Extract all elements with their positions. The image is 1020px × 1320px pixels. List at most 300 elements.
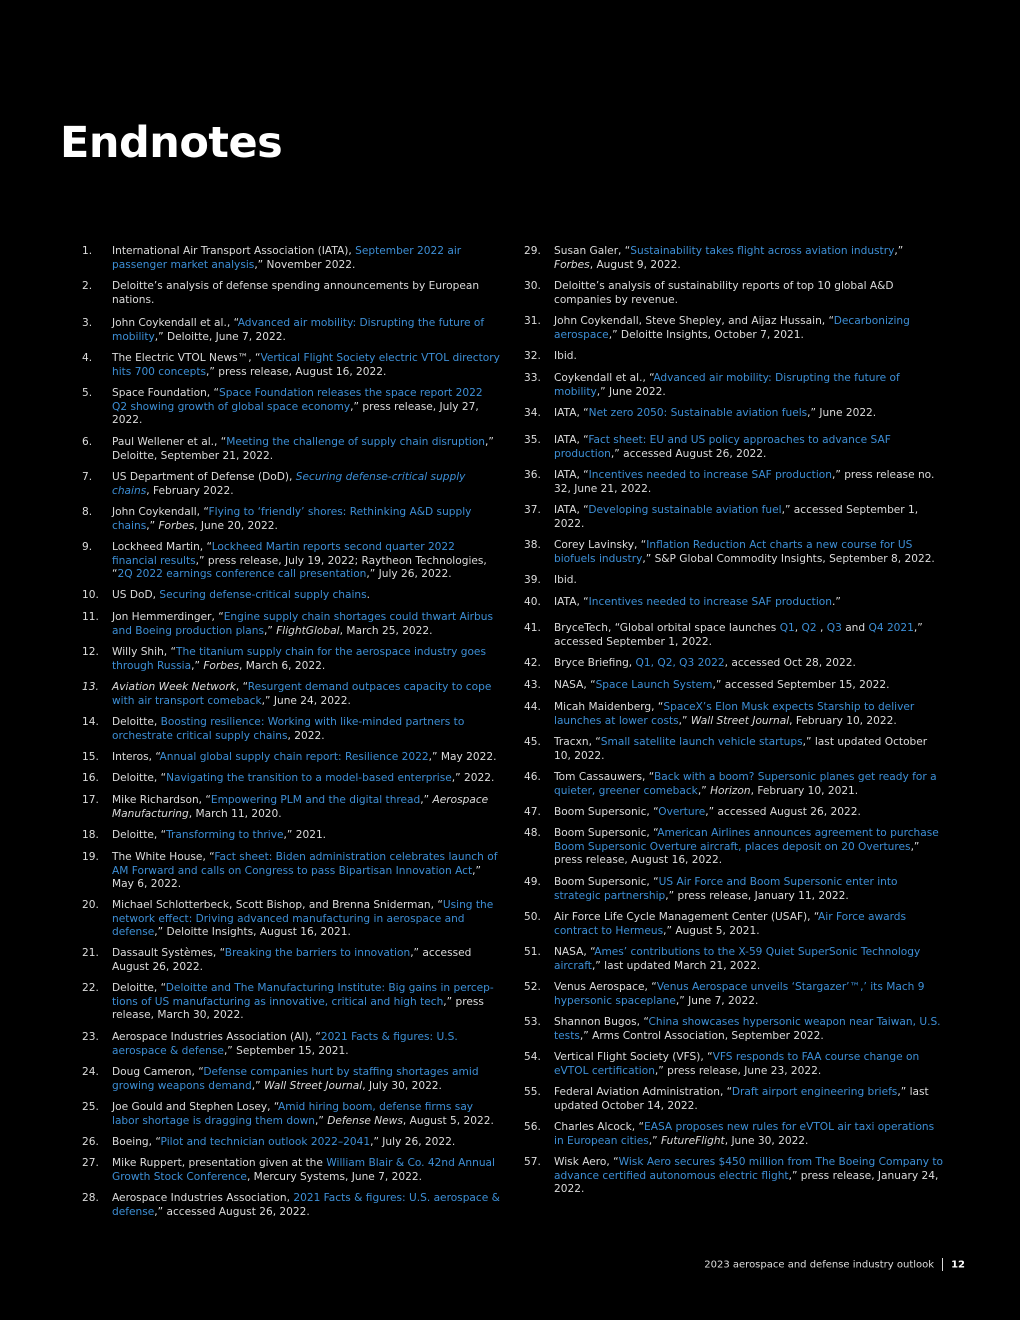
endnote-text [112,772,500,786]
endnote-link[interactable]: Navigating the transition to a model-based enterprise [166,772,452,784]
endnote-text-segment: Jon Hemmerdinger, “ [112,611,224,623]
endnote-text [112,436,500,463]
endnote-link[interactable]: Space Foundation releases the space report 2022 Q2 showing growth of global space economy [112,387,483,413]
endnote-link[interactable]: 2021 Facts & figures: U.S. aerospace & defense [112,1192,500,1218]
endnote-text [554,372,944,399]
endnote-text-segment: ,” accessed August 26, 2022. [154,1205,310,1218]
endnote-text-segment: NASA, “ [554,946,595,958]
endnote-text [554,434,944,461]
endnote-item [524,434,944,461]
endnote-text [112,387,500,428]
endnote-text-segment: ,” S&P Global Commodity Insights, September 8, 2022. [642,552,935,565]
endnote-text-segment: .” [831,596,841,608]
endnote-text-segment: Charles Alcock, “ [554,1121,644,1133]
endnote-link[interactable]: Advanced air mobility: Disrupting the future of mobility [112,317,485,343]
endnote-link[interactable]: Vertical Flight Society electric VTOL directory hits 700 concepts [112,352,500,378]
endnote-text-segment: Lockheed Martin, “ [112,541,212,553]
endnote-link[interactable]: Back with a boom? Supersonic planes get ready for a quieter, greener comeback [554,771,937,797]
endnote-text-segment: ,” last updated March 21, 2022. [591,959,761,972]
endnote-text-segment: ,” press release, June 23, 2022. [654,1064,822,1077]
endnote-text-segment: Aerospace Manufacturing [112,794,489,820]
endnote-number: 6. [82,436,93,448]
endnote-number: 41. [524,622,541,634]
endnote-item [82,681,500,708]
endnote-text [554,280,944,307]
endnote-link[interactable]: Resurgent demand outpaces capacity to cope with air transport comeback [112,681,492,707]
endnote-text-segment: ,” May 2022. [428,751,497,763]
endnote-number: 56. [524,1121,541,1133]
endnote-text-segment: Forbes [554,258,590,271]
endnote-link[interactable]: Using the network effect: Driving advanced manufacturing in aerospace and defense [112,899,494,938]
endnote-item [82,1101,500,1128]
endnote-text-segment: ,” Deloitte, June 7, 2022. [154,330,286,343]
endnote-number: 38. [524,539,541,551]
endnote-link[interactable]: Securing defense-critical supply chains [159,589,367,601]
endnote-text-segment: Aerospace Industries Association (AI), “ [112,1031,321,1043]
endnote-link[interactable]: September 2022 air passenger market analysis [112,245,462,271]
endnote-number: 37. [524,504,541,516]
endnote-item [82,589,500,603]
endnote-text-segment: Aerospace Industries Association, [112,1192,294,1204]
endnote-text-segment: , February 10, 2022. [789,714,897,727]
endnote-link[interactable]: Amid hiring boom, defense firms say labor shortage is dragging them down [112,1101,474,1127]
endnote-link[interactable]: Lockheed Martin reports second quarter 2022 financial results [112,541,455,567]
endnote-text-segment: Mike Ruppert, presentation given at the [112,1157,327,1169]
endnote-link[interactable]: Transforming to thrive [166,829,284,841]
endnote-item [82,1031,500,1058]
endnote-text-segment: ,” [420,794,433,806]
endnote-text-segment: ,” accessed September 15, 2022. [712,679,890,691]
endnote-text-segment: Venus Aerospace, “ [554,981,657,993]
endnote-text-segment: Space Foundation, “ [112,387,220,399]
endnote-text-segment: IATA, “ [554,596,589,608]
endnote-number: 29. [524,245,541,257]
endnote-link[interactable]: Incentives needed to increase SAF production [588,596,832,608]
endnote-text [112,681,500,708]
endnote-link[interactable]: Defense companies hurt by staffing shortages amid growing weapons demand [112,1066,479,1092]
endnote-text [112,352,500,379]
endnote-item [82,387,500,428]
endnote-text [554,946,944,973]
endnote-text-segment: Deloitte, “ [112,982,166,994]
endnote-text-segment: and [841,622,869,634]
endnote-number: 27. [82,1157,99,1169]
endnote-link[interactable]: Small satellite launch vehicle startups [600,736,803,748]
endnote-text-segment: Boom Supersonic, “ [554,827,658,839]
endnote-text [112,589,500,603]
endnote-number: 17. [82,794,99,806]
endnote-text-segment: US Department of Defense (DoD), [112,471,296,483]
endnote-text [554,1086,944,1113]
endnote-item [82,471,500,498]
endnote-number: 22. [82,982,99,994]
endnote-text-segment: Federal Aviation Administration, “ [554,1086,732,1098]
endnote-number: 55. [524,1086,541,1098]
page-number: 12 [951,1259,965,1271]
endnote-item [524,771,944,798]
endnote-link[interactable]: Boosting resilience: Working with like-minded partners to orchestrate critical supply chains [112,716,465,742]
endnote-text-segment: ,” press release, March 30, 2022. [112,995,484,1021]
endnote-text-segment: Boom Supersonic, “ [554,876,659,888]
endnote-text-segment: ,” accessed September 1, 2022. [554,622,923,648]
endnote-item [82,982,500,1023]
endnote-number: 1. [82,245,93,257]
endnote-text-segment: Tom Cassauwers, “ [554,771,654,783]
endnote-text [112,611,500,638]
endnote-item [524,574,944,588]
endnote-text-segment: ,” June 24, 2022. [261,694,351,707]
endnote-link[interactable]: The titanium supply chain for the aerospace industry goes through Russia [112,646,486,672]
endnote-link[interactable]: Draft airport engineering briefs [731,1086,898,1098]
endnote-item [524,679,944,693]
endnote-text [554,622,944,649]
endnote-text-segment: Shannon Bugos, “ [554,1016,649,1028]
endnote-text-segment: ,” press release no. 32, June 21, 2022. [554,469,935,495]
endnote-link[interactable]: Engine supply chain shortages could thwart Airbus and Boeing production plans [112,611,494,637]
endnote-item [82,1066,500,1093]
endnote-number: 49. [524,876,541,888]
endnote-text-segment: Ibid. [554,350,577,362]
endnote-text-segment: ,” last updated October 14, 2022. [554,1086,929,1112]
endnote-text-segment: ,” July 26, 2022. [366,568,452,580]
endnote-text-segment: IATA, “ [554,469,589,481]
endnote-link[interactable]: Wisk Aero secures $450 million from The Boeing Company to advance certified autonomous electric flight [554,1156,943,1182]
endnote-text-segment: Dassault Systèmes, “ [112,947,225,959]
endnote-text-segment: Deloitte’s analysis of defense spending announcements by European nations. [112,280,480,306]
endnote-link[interactable]: Sustainability takes flight across aviation industry [630,245,895,257]
endnote-text [112,1157,500,1184]
endnote-item [524,1086,944,1113]
endnote-number: 54. [524,1051,541,1063]
endnote-text [112,245,500,272]
endnote-number: 42. [524,657,541,669]
endnote-link[interactable]: Breaking the barriers to innovation [224,947,411,959]
endnote-item [524,701,944,728]
endnote-number: 20. [82,899,99,911]
endnote-link[interactable]: VFS responds to FAA course change on eVTOL certification [554,1051,920,1077]
endnote-text [112,829,500,843]
endnote-item [524,350,944,364]
endnote-link[interactable]: 2021 Facts & figures: U.S. aerospace & defense [112,1031,458,1057]
endnote-number: 51. [524,946,541,958]
endnote-item [82,436,500,463]
endnote-text-segment: ,” July 26, 2022. [370,1136,456,1148]
endnote-text [554,350,944,364]
endnote-number: 31. [524,315,541,327]
endnote-text-segment: Vertical Flight Society (VFS), “ [554,1051,713,1063]
footer-report-title: 2023 aerospace and defense industry outlook [704,1259,935,1271]
endnote-text-segment: Coykendall et al., “ [554,372,654,384]
endnote-text-segment: Doug Cameron, “ [112,1066,204,1078]
endnote-link[interactable]: Q2 [801,622,817,634]
endnote-text [112,899,500,940]
endnote-text-segment: Forbes [203,659,240,672]
endnote-text-segment: Susan Galer, “ [554,245,631,257]
endnote-text-segment: Willy Shih, “ [112,646,177,658]
endnote-link[interactable]: Pilot and technician outlook 2022–2041 [160,1136,371,1148]
endnote-number: 48. [524,827,541,839]
endnote-text-segment: , “ [235,681,248,693]
endnote-number: 32. [524,350,541,362]
endnote-item [82,280,500,307]
endnote-text-segment: Ibid. [554,574,577,586]
endnote-number: 53. [524,1016,541,1028]
endnote-link[interactable]: EASA proposes new rules for eVTOL air taxi operations in European cities [554,1121,935,1147]
endnote-text-segment: ,” Deloitte, September 21, 2022. [112,436,494,462]
endnote-number: 7. [82,471,93,483]
endnote-item [524,827,944,868]
endnote-item [524,539,944,566]
endnote-item [524,876,944,903]
endnote-link[interactable]: Annual global supply chain report: Resilience 2022 [159,751,429,763]
endnote-number: 23. [82,1031,99,1043]
endnote-number: 12. [82,646,99,658]
endnote-link[interactable]: Air Force awards contract to Hermeus [554,911,907,937]
endnote-text-segment: ,” [648,1134,661,1147]
endnote-text-segment: ,” Deloitte Insights, August 16, 2021. [154,926,351,938]
endnote-text-segment: Mike Richardson, “ [112,794,211,806]
endnote-text [112,317,500,344]
endnote-item [82,611,500,638]
endnote-item [82,245,500,272]
endnote-item [82,851,500,892]
endnote-text-segment: Michael Schlotterbeck, Scott Bishop, and Brenna Sniderman, “ [112,899,443,911]
endnote-text-segment: US DoD, [112,589,160,601]
endnote-number: 5. [82,387,93,399]
endnote-text-segment: FutureFlight [661,1134,725,1147]
endnote-text-segment: Joe Gould and Stephen Losey, “ [112,1101,279,1113]
endnote-number: 11. [82,611,99,623]
endnote-link[interactable]: Q4 2021 [868,622,914,634]
endnote-text [554,981,944,1008]
endnote-link[interactable]: Net zero 2050: Sustainable aviation fuels [588,407,808,419]
endnote-text-segment: ,” Arms Control Association, September 2022. [579,1029,824,1042]
endnote-item [82,506,500,533]
endnote-text-segment: ,” Deloitte Insights, October 7, 2021. [608,328,804,341]
endnote-item [82,794,500,821]
endnote-text-segment: , accessed Oct 28, 2022. [724,657,856,669]
endnote-item [524,911,944,938]
endnote-item [524,1121,944,1148]
endnote-text [112,716,500,743]
endnote-text-segment: ,” November 2022. [254,258,356,271]
endnote-link[interactable]: SpaceX’s Elon Musk expects Starship to deliver launches at lower costs [554,701,915,727]
endnote-text-segment: ,” [678,714,691,727]
endnote-text-segment: ,” press release, January 11, 2022. [665,889,849,902]
endnote-link[interactable]: Deloitte and The Manufacturing Institute: Big gains in percep-tions of US manufacturing as innovative, critical and high tech [112,982,494,1008]
endnote-item [524,280,944,307]
endnote-text-segment: ,” press release, July 19, 2022; Raytheon Technologies, “ [112,554,487,580]
endnote-item [524,315,944,342]
endnote-link[interactable]: Empowering PLM and the digital thread [210,794,421,806]
endnote-link[interactable]: Venus Aerospace unveils ‘Stargazer’™,’ its Mach 9 hypersonic spaceplane [554,981,925,1007]
endnote-text-segment: International Air Transport Association (IATA), [112,245,356,257]
endnote-text-segment: Wall Street Journal [690,714,790,727]
endnote-text-segment: ,” press release, January 24, 2022. [554,1169,939,1195]
endnote-link[interactable]: Fact sheet: EU and US policy approaches to advance SAF production [554,434,891,460]
endnote-number: 52. [524,981,541,993]
endnote-text-segment: , February 2022. [146,484,234,497]
endnote-text [554,827,944,868]
endnote-text-segment: , [794,622,802,634]
endnote-link[interactable]: Securing defense-critical supply chains [112,471,466,497]
footer-divider [942,1258,943,1271]
endnote-text-segment: ,” May 6, 2022. [112,864,481,890]
endnote-number: 14. [82,716,99,728]
endnote-text [112,982,500,1023]
endnote-text-segment: The Electric VTOL News™, “ [112,352,261,364]
endnote-item [524,596,944,610]
endnote-text-segment: Bryce Briefing, [554,657,636,669]
endnote-link[interactable]: Flying to ‘friendly’ shores: Rethinking A&D supply chains [112,506,472,532]
endnote-text-segment: ,” [251,1079,264,1092]
endnote-text [554,876,944,903]
endnote-text [554,539,944,566]
endnote-text [112,794,500,821]
endnote-text [554,1121,944,1148]
endnote-text-segment: ,” last updated October 10, 2022. [554,736,928,762]
endnote-text-segment: ,” September 15, 2021. [223,1044,349,1057]
endnote-text-segment: ,” 2022. [451,772,495,784]
endnote-text-segment: Interos, “ [112,751,160,763]
endnote-number: 8. [82,506,93,518]
endnote-text-segment: Forbes [158,519,195,532]
endnote-item [524,245,944,272]
endnote-text [554,1156,944,1197]
endnote-text [554,407,944,421]
endnote-text-segment: , March 25, 2022. [339,624,433,637]
endnote-text-segment: ,” press release, August 16, 2022. [206,365,387,378]
endnote-link[interactable]: Fact sheet: Biden administration celebrates launch of AM Forward and calls on Congress to pass Bipartisan Innovation Act [112,851,498,877]
endnote-number: 24. [82,1066,99,1078]
endnote-item [524,469,944,496]
endnote-text-segment: Wisk Aero, “ [554,1156,619,1168]
endnote-text-segment: ,” [146,519,159,532]
endnote-number: 18. [82,829,99,841]
endnote-item [524,981,944,1008]
endnote-link[interactable]: William Blair & Co. 42nd Annual Growth Stock Conference [112,1157,495,1183]
endnote-text [554,574,944,588]
endnote-link[interactable]: Ames’ contributions to the X-59 Quiet SuperSonic Technology aircraft [554,946,921,972]
endnote-text [554,679,944,693]
endnote-link[interactable]: American Airlines announces agreement to purchase Boom Supersonic Overture aircraft, places deposit on 20 Overtures [554,827,939,853]
endnote-text-segment: , June 20, 2022. [194,519,278,532]
endnote-item [82,1157,500,1184]
endnote-text-segment: ,” press release, July 27, 2022. [112,400,479,426]
endnote-link[interactable]: US Air Force and Boom Supersonic enter into strategic partnership [554,876,898,902]
endnote-item [524,504,944,531]
endnote-number: 4. [82,352,93,364]
endnote-text-segment: Air Force Life Cycle Management Center (USAF), “ [554,911,819,923]
endnote-text-segment: Boom Supersonic, “ [554,806,659,818]
endnote-text-segment: ,” press release, August 16, 2022. [554,840,920,866]
endnote-text-segment: Horizon [710,784,751,797]
endnote-text-segment: FlightGlobal [276,624,340,637]
endnote-text-segment: John Coykendall, “ [112,506,209,518]
endnote-text-segment: ,” June 7, 2022. [675,994,759,1007]
endnote-text [112,646,500,673]
endnote-item [524,407,944,421]
endnote-link[interactable]: Space Launch System [595,679,713,691]
endnote-text-segment: Aviation Week Network [112,681,236,693]
endnote-link[interactable]: Meeting the challenge of supply chain disruption [226,436,485,448]
endnote-number: 19. [82,851,99,863]
endnote-text-segment: Wall Street Journal [263,1079,363,1092]
endnote-link[interactable]: Decarbonizing aerospace [554,315,910,341]
endnote-number: 33. [524,372,541,384]
endnote-link[interactable]: Q1 [779,622,795,634]
endnote-item [82,646,500,673]
endnote-item [524,622,944,649]
endnote-text [112,1066,500,1093]
endnote-number: 2. [82,280,93,292]
endnote-text [554,701,944,728]
endnote-text-segment: . [366,589,371,601]
endnote-link[interactable]: Inflation Reduction Act charts a new course for US biofuels industry [554,539,913,565]
endnote-text [554,504,944,531]
endnote-item [82,1192,500,1219]
endnote-text [554,469,944,496]
endnote-text-segment: , July 30, 2022. [362,1079,442,1092]
endnote-text [112,280,500,307]
endnote-link[interactable]: Incentives needed to increase SAF production [588,469,832,481]
endnote-text [112,471,500,498]
endnote-number: 16. [82,772,99,784]
endnote-item [524,736,944,763]
endnote-text-segment: John Coykendall et al., “ [112,317,238,329]
endnote-text-segment: , August 9, 2022. [589,258,681,271]
endnote-text [112,1101,500,1128]
endnote-link[interactable]: Q3 [826,622,842,634]
endnote-text-segment: ,” [894,245,904,257]
endnote-text-segment: IATA, “ [554,504,589,516]
endnote-text-segment: Deloitte, “ [112,772,167,784]
endnote-item [524,1016,944,1043]
endnote-text-segment: , August 5, 2022. [402,1114,494,1127]
endnote-text-segment: IATA, “ [554,434,589,446]
endnote-text-segment: ,” accessed September 1, 2022. [554,504,919,530]
endnote-number: 46. [524,771,541,783]
endnote-link[interactable]: Overture [658,806,706,818]
endnote-link[interactable]: Advanced air mobility: Disrupting the future of mobility [554,372,900,398]
endnote-link[interactable]: Q1, Q2, Q3 2022 [635,657,725,669]
endnote-item [524,657,944,671]
endnote-number: 26. [82,1136,99,1148]
endnote-link[interactable]: Developing sustainable aviation fuel [588,504,782,516]
endnote-item [82,1136,500,1150]
endnote-text-segment: , Mercury Systems, June 7, 2022. [246,1170,422,1183]
endnote-text [112,506,500,533]
endnote-text-segment: , March 6, 2022. [239,659,326,672]
endnote-link[interactable]: 2Q 2022 earnings conference call presentation [117,568,367,580]
endnote-number: 39. [524,574,541,586]
endnote-text [554,1051,944,1078]
endnote-text [554,596,944,610]
endnote-text [112,947,500,974]
endnote-number: 43. [524,679,541,691]
endnote-item [82,352,500,379]
endnote-text [112,851,500,892]
endnote-link[interactable]: China showcases hypersonic weapon near Taiwan, U.S. tests [554,1016,941,1042]
endnote-number: 21. [82,947,99,959]
endnote-text-segment: Boeing, “ [112,1136,161,1148]
endnote-number: 15. [82,751,99,763]
endnote-text [112,1136,500,1150]
endnote-text [554,771,944,798]
endnote-text [554,806,944,820]
endnote-text [554,245,944,272]
endnote-number: 34. [524,407,541,419]
